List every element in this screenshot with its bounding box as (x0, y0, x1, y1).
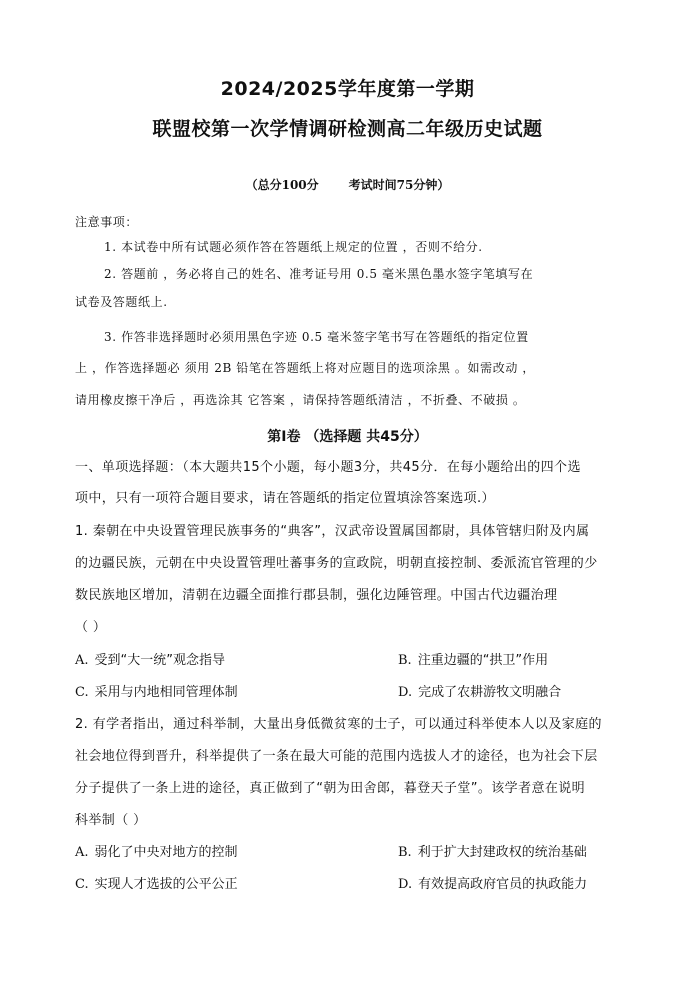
exam-title-main: 联盟校第一次学情调研检测高二年级历史试题 (152, 118, 543, 140)
option-letter: D. (398, 685, 413, 700)
question-1-option-c (75, 686, 238, 699)
option-text: 注重边疆的“拱卫”作用 (417, 653, 549, 668)
question-2-line3: 分子提供了一条上进的途径，真正做到了“朝为田舍郎，暮登天子堂”。该学者意在说明 (75, 781, 586, 796)
option-letter: C. (75, 877, 89, 892)
notice-item-1: 1. 本试卷中所有试题必须作答在答题纸上规定的位置 ，否则不给分. (104, 240, 483, 254)
option-letter: D. (398, 877, 413, 892)
question-2-option-b (398, 846, 587, 859)
question-2-line2: 社会地位得到晋升，科举提供了一条在最大可能的范围内选拔人才的途径，也为社会下层 (75, 749, 598, 764)
option-text: 完成了农耕游牧文明融合 (418, 685, 562, 700)
question-2-option-d (398, 878, 587, 891)
notice-item-2-line1: 2. 答题前 ，务必将自己的姓名、准考证号用 0.5 毫米黑色墨水签字笔填写在 (104, 267, 534, 281)
exam-time: 考试时间75分钟） (348, 178, 450, 192)
option-letter: A. (75, 653, 89, 668)
question-1-option-d (398, 686, 561, 699)
total-score: （总分100分 (245, 178, 319, 192)
question-1-line2: 的边疆民族，元朝在中央设置管理吐蕃事务的宣政院，明朝直接控制、委派流官管理的少 (75, 556, 598, 571)
notice-item-3-line3: 请用橡皮擦干净后 ，再选涂其 它答案 ，请保持答题纸清洁 ，不折叠、不破损 。 (75, 393, 526, 407)
option-text: 采用与内地相同管理体制 (94, 685, 238, 700)
question-2-line1: 2. 有学者指出，通过科举制，大量出身低微贫寒的士子，可以通过科举使本人以及家庭的 (75, 717, 602, 732)
question-1-option-a (75, 654, 225, 667)
question-2-option-a (75, 846, 238, 859)
notice-item-2-line2: 试卷及答题纸上. (75, 295, 168, 309)
option-letter: B. (398, 845, 412, 860)
exam-subtitle (0, 179, 695, 191)
exam-title-year: 2024/2025学年度第一学期 (220, 78, 475, 100)
option-text: 弱化了中央对地方的控制 (94, 845, 238, 860)
question-1-line1: 1. 秦朝在中央设置管理民族事务的“典客”，汉武帝设置属国都尉，具体管辖归附及内属 (75, 524, 590, 539)
notice-item-3-line2: 上 ，作答选择题必 须用 2B 铅笔在答题纸上将对应题目的选项涂黑 。如需改动 ， (75, 361, 535, 375)
option-letter: A. (75, 845, 89, 860)
notice-heading: 注意事项： (75, 215, 139, 229)
option-letter: C. (75, 685, 89, 700)
option-text: 利于扩大封建政权的统治基础 (417, 845, 587, 860)
section-instructions-line1: 一、单项选择题：（本大题共15个小题，每小题3分，共45分．在每小题给出的四个选 (75, 460, 581, 475)
option-letter: B. (398, 653, 412, 668)
question-1-line3: 数民族地区增加，清朝在边疆全面推行郡县制，强化边陲管理。中国古代边疆治理 (75, 588, 558, 603)
option-text: 受到“大一统”观念指导 (94, 653, 226, 668)
question-1-option-b (398, 654, 548, 667)
question-1-line4: （ ） (75, 620, 107, 635)
section-title: 第Ⅰ卷 （选择题 共45分） (267, 429, 428, 445)
question-2-option-c (75, 878, 238, 891)
option-text: 有效提高政府官员的执政能力 (418, 877, 588, 892)
option-text: 实现人才选拔的公平公正 (94, 877, 238, 892)
question-2-line4: 科举制（ ） (75, 813, 147, 828)
section-instructions-line2: 项中，只有一项符合题目要求，请在答题纸的指定位置填涂答案选项.） (75, 491, 495, 506)
notice-item-3-line1: 3. 作答非选择题时必须用黑色字迹 0.5 毫米签字笔书写在答题纸的指定位置 (104, 330, 529, 344)
